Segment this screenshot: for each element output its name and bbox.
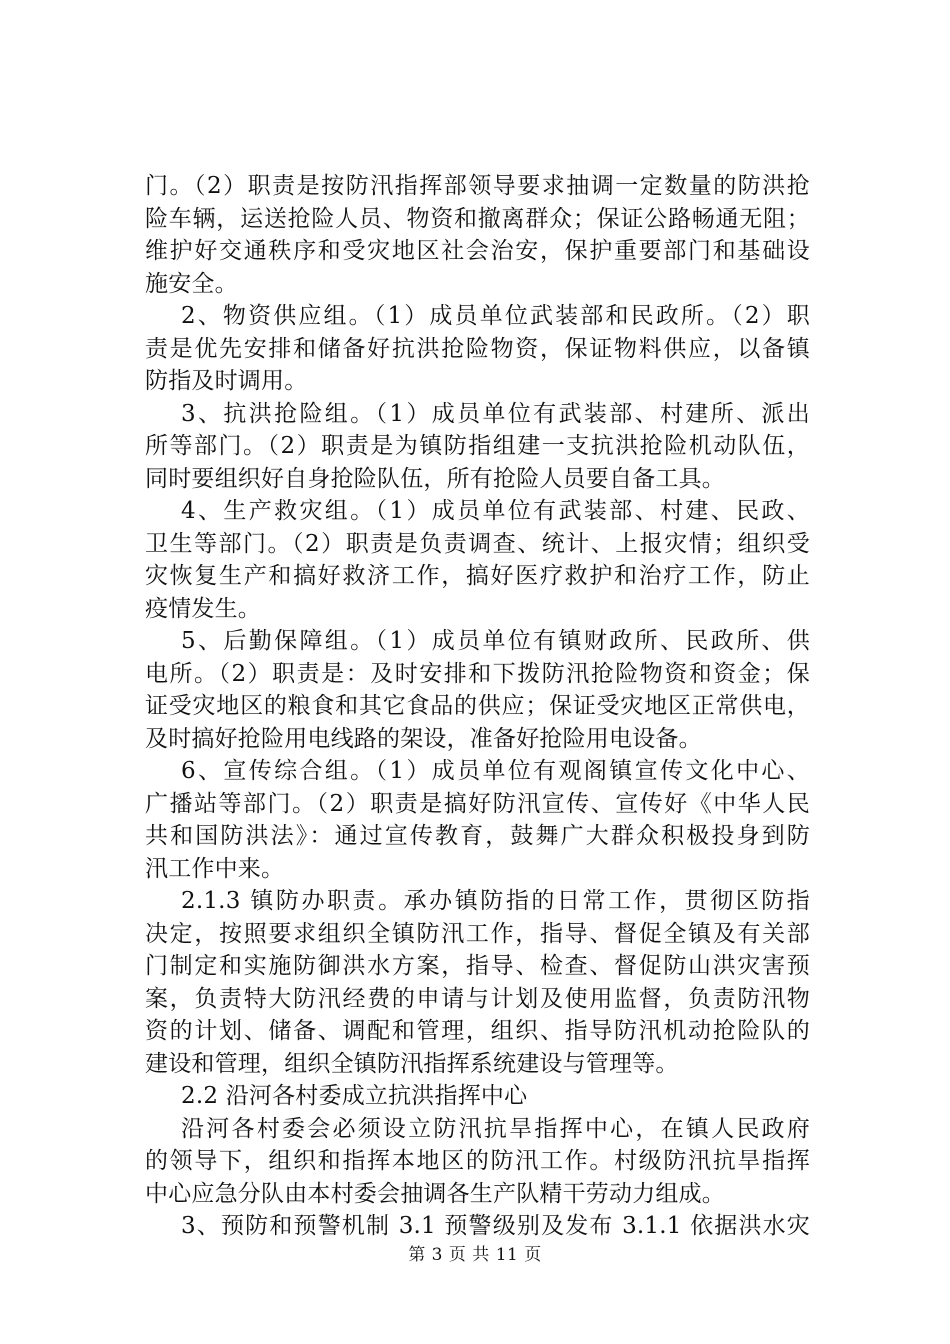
text-line: 所等部门。（2）职责是为镇防指组建一支抗洪抢险机动队伍， — [145, 433, 810, 459]
text-line: 5、后勤保障组。（1）成员单位有镇财政所、民政所、供 — [181, 628, 810, 654]
page-footer: 第 3 页 共 11 页 — [408, 1245, 542, 1265]
document-body — [145, 170, 810, 1243]
text-line: 疫情发生。 — [145, 595, 261, 622]
text-line: 中心应急分队由本村委会抽调各生产队精干劳动力组成。 — [145, 1180, 725, 1207]
text-line: 资的计划、储备、调配和管理，组织、指导防汛机动抢险队的 — [145, 1018, 810, 1044]
text-line: 责是优先安排和储备好抗洪抢险物资，保证物料供应，以备镇 — [145, 335, 810, 362]
text-line: 灾恢复生产和搞好救济工作，搞好医疗救护和治疗工作，防止 — [145, 563, 810, 589]
text-line: 案，负责特大防汛经费的申请与计划及使用监督，负责防汛物 — [145, 985, 810, 1012]
text-line: 电所。（2）职责是：及时安排和下拨防汛抢险物资和资金；保 — [145, 660, 810, 687]
text-line: 决定，按照要求组织全镇防汛工作，指导、督促全镇及有关部 — [145, 920, 810, 947]
text-line: 维护好交通秩序和受灾地区社会治安，保护重要部门和基础设 — [145, 238, 810, 264]
text-line: 3、预防和预警机制 3.1 预警级别及发布 3.1.1 依据洪水灾 — [181, 1213, 810, 1239]
text-line: 险车辆，运送抢险人员、物资和撤离群众；保证公路畅通无阻； — [145, 205, 810, 232]
text-line: 施安全。 — [145, 270, 238, 297]
text-line: 同时要组织好自身抢险队伍，所有抢险人员要自备工具。 — [145, 465, 725, 492]
text-line: 证受灾地区的粮食和其它食品的供应；保证受灾地区正常供电， — [145, 693, 810, 719]
text-line: 沿河各村委会必须设立防汛抗旱指挥中心，在镇人民政府 — [181, 1115, 810, 1142]
text-line: 的领导下，组织和指挥本地区的防汛工作。村级防汛抗旱指挥 — [145, 1148, 810, 1174]
text-line: 2.1.3 镇防办职责。承办镇防指的日常工作，贯彻区防指 — [181, 888, 810, 914]
text-line: 汛工作中来。 — [145, 855, 285, 882]
text-line: 2.2 沿河各村委成立抗洪指挥中心 — [181, 1083, 528, 1109]
text-line: 2、物资供应组。（1）成员单位武装部和民政所。（2）职 — [181, 303, 810, 329]
text-line: 4、生产救灾组。（1）成员单位有武装部、村建、民政、 — [181, 498, 810, 524]
text-line: 门制定和实施防御洪水方案，指导、检查、督促防山洪灾害预 — [145, 953, 810, 979]
text-line: 6、宣传综合组。（1）成员单位有观阁镇宣传文化中心、 — [181, 758, 810, 784]
text-line: 及时搞好抢险用电线路的架设，准备好抢险用电设备。 — [145, 725, 702, 752]
text-line: 3、抗洪抢险组。（1）成员单位有武装部、村建所、派出 — [181, 400, 810, 427]
text-line: 广播站等部门。（2）职责是搞好防汛宣传、宣传好《中华人民 — [145, 790, 810, 817]
text-line: 防指及时调用。 — [145, 368, 308, 394]
text-line: 门。（2）职责是按防汛指挥部领导要求抽调一定数量的防洪抢 — [145, 173, 810, 199]
text-line: 共和国防洪法》：通过宣传教育，鼓舞广大群众积极投身到防 — [145, 823, 810, 849]
text-line: 卫生等部门。（2）职责是负责调查、统计、上报灾情；组织受 — [145, 530, 810, 557]
text-line: 建设和管理，组织全镇防汛指挥系统建设与管理等。 — [145, 1050, 679, 1077]
